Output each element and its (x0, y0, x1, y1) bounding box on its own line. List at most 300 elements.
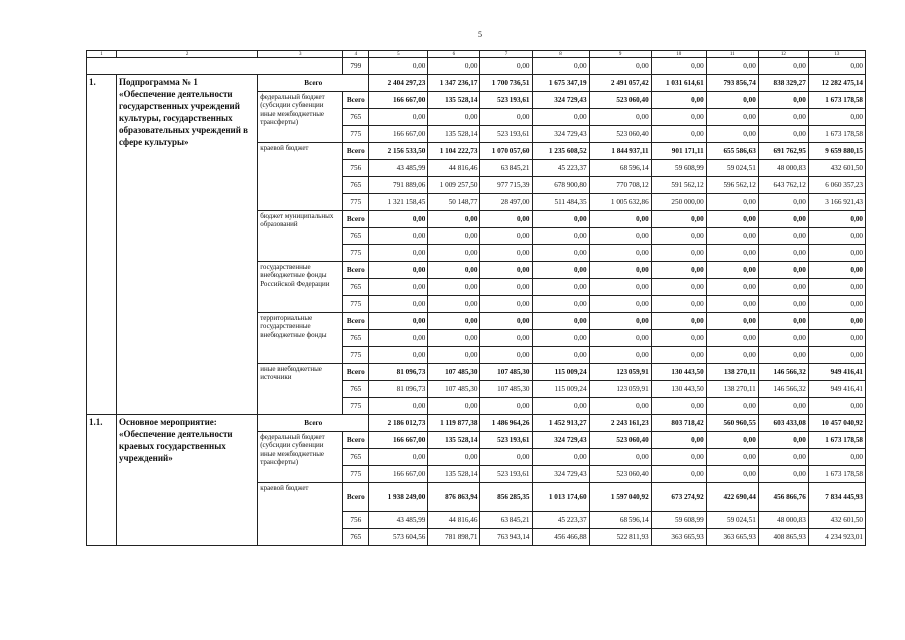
value-cell: 0,00 (369, 58, 428, 75)
value-cell: 0,00 (589, 245, 651, 262)
value-cell: 523 060,40 (589, 466, 651, 483)
value-cell: 523 060,40 (589, 126, 651, 143)
value-cell: 0,00 (808, 109, 865, 126)
code-cell: Всего (343, 92, 369, 109)
value-cell: 0,00 (428, 58, 480, 75)
value-cell: 0,00 (532, 58, 589, 75)
column-number-header: 11 (706, 51, 758, 58)
value-cell: 0,00 (428, 228, 480, 245)
value-cell: 0,00 (706, 262, 758, 279)
value-cell: 523 193,61 (480, 466, 532, 483)
value-cell: 791 889,06 (369, 177, 428, 194)
value-cell: 0,00 (706, 398, 758, 415)
value-cell: 0,00 (369, 449, 428, 466)
value-cell: 0,00 (758, 245, 808, 262)
value-cell: 408 865,93 (758, 529, 808, 546)
value-cell: 691 762,95 (758, 143, 808, 160)
value-cell: 1 673 178,58 (808, 126, 865, 143)
value-cell: 511 484,35 (532, 194, 589, 211)
value-cell: 1 844 937,11 (589, 143, 651, 160)
value-cell: 0,00 (428, 262, 480, 279)
value-cell: 0,00 (808, 398, 865, 415)
value-cell: 146 566,32 (758, 364, 808, 381)
value-cell: 28 497,00 (480, 194, 532, 211)
value-cell: 803 718,42 (651, 415, 706, 432)
value-cell: 0,00 (589, 313, 651, 330)
value-cell: 59 608,99 (651, 160, 706, 177)
value-cell: 949 416,41 (808, 364, 865, 381)
value-cell: 0,00 (369, 279, 428, 296)
value-cell: 0,00 (706, 211, 758, 228)
value-cell: 0,00 (369, 296, 428, 313)
code-cell: 775 (343, 126, 369, 143)
value-cell: 81 096,73 (369, 364, 428, 381)
code-cell: 775 (343, 194, 369, 211)
value-cell: 0,00 (369, 262, 428, 279)
value-cell: 0,00 (758, 109, 808, 126)
value-cell: 838 329,27 (758, 75, 808, 92)
value-cell: 135 528,14 (428, 92, 480, 109)
value-cell: 1 673 178,58 (808, 432, 865, 449)
value-cell: 0,00 (480, 347, 532, 364)
value-cell: 138 270,11 (706, 381, 758, 398)
value-cell: 0,00 (589, 330, 651, 347)
column-number-header: 9 (589, 51, 651, 58)
value-cell: 977 715,39 (480, 177, 532, 194)
value-cell: 324 729,43 (532, 432, 589, 449)
value-cell: 0,00 (369, 245, 428, 262)
value-cell: 432 601,50 (808, 160, 865, 177)
value-cell: 0,00 (480, 296, 532, 313)
value-cell: 456 466,88 (532, 529, 589, 546)
value-cell: 0,00 (532, 330, 589, 347)
value-cell: 0,00 (758, 194, 808, 211)
value-cell: 0,00 (758, 466, 808, 483)
code-cell: Всего (343, 143, 369, 160)
value-cell: 591 562,12 (651, 177, 706, 194)
value-cell: 0,00 (369, 109, 428, 126)
code-cell: Всего (343, 432, 369, 449)
value-cell: 0,00 (706, 296, 758, 313)
value-cell: 673 274,92 (651, 483, 706, 512)
value-cell: 0,00 (428, 245, 480, 262)
value-cell: 0,00 (428, 330, 480, 347)
value-cell: 48 000,83 (758, 512, 808, 529)
value-cell: 0,00 (589, 449, 651, 466)
value-cell: 0,00 (651, 109, 706, 126)
value-cell: 324 729,43 (532, 92, 589, 109)
value-cell: 0,00 (651, 211, 706, 228)
value-cell: 0,00 (651, 279, 706, 296)
code-cell: Всего (343, 262, 369, 279)
value-cell: 1 486 964,26 (480, 415, 532, 432)
value-cell: 0,00 (808, 262, 865, 279)
value-cell: 0,00 (706, 449, 758, 466)
value-cell: 0,00 (480, 398, 532, 415)
column-number-header: 8 (532, 51, 589, 58)
value-cell: 0,00 (758, 92, 808, 109)
value-cell: 0,00 (808, 58, 865, 75)
value-cell: 0,00 (480, 109, 532, 126)
value-cell: 0,00 (532, 262, 589, 279)
value-cell: 1 005 632,86 (589, 194, 651, 211)
value-cell: 166 667,00 (369, 126, 428, 143)
value-cell: 0,00 (706, 126, 758, 143)
value-cell: 0,00 (706, 466, 758, 483)
funding-source: краевой бюджет (258, 143, 343, 211)
value-cell: 115 009,24 (532, 364, 589, 381)
value-cell: 63 845,21 (480, 160, 532, 177)
value-cell: 135 528,14 (428, 432, 480, 449)
value-cell: 0,00 (651, 228, 706, 245)
value-cell: 68 596,14 (589, 160, 651, 177)
value-cell: 0,00 (758, 58, 808, 75)
value-cell: 0,00 (651, 58, 706, 75)
blank-cell (87, 58, 343, 75)
value-cell: 0,00 (808, 279, 865, 296)
value-cell: 146 566,32 (758, 381, 808, 398)
funding-source: бюджет муниципальных образований (258, 211, 343, 262)
value-cell: 324 729,43 (532, 126, 589, 143)
value-cell: 0,00 (480, 279, 532, 296)
value-cell: 1 013 174,60 (532, 483, 589, 512)
value-cell: 9 659 880,15 (808, 143, 865, 160)
value-cell: 130 443,50 (651, 381, 706, 398)
value-cell: 44 816,46 (428, 160, 480, 177)
value-cell: 43 485,99 (369, 160, 428, 177)
value-cell: 0,00 (651, 347, 706, 364)
value-cell: 0,00 (758, 296, 808, 313)
value-cell: 1 070 057,60 (480, 143, 532, 160)
value-cell: 0,00 (758, 449, 808, 466)
value-cell: 166 667,00 (369, 466, 428, 483)
code-cell: 775 (343, 466, 369, 483)
value-cell: 0,00 (651, 245, 706, 262)
value-cell: 456 866,76 (758, 483, 808, 512)
value-cell: 0,00 (758, 279, 808, 296)
value-cell: 0,00 (808, 313, 865, 330)
value-cell: 0,00 (428, 449, 480, 466)
code-cell: Всего (343, 364, 369, 381)
value-cell: 59 024,51 (706, 160, 758, 177)
value-cell: 0,00 (589, 228, 651, 245)
code-cell: 775 (343, 398, 369, 415)
value-cell: 250 000,00 (651, 194, 706, 211)
value-cell: 0,00 (480, 330, 532, 347)
column-number-header: 3 (258, 51, 343, 58)
value-cell: 166 667,00 (369, 432, 428, 449)
value-cell: 1 235 608,52 (532, 143, 589, 160)
value-cell: 0,00 (480, 262, 532, 279)
column-number-header: 5 (369, 51, 428, 58)
value-cell: 781 898,71 (428, 529, 480, 546)
column-number-header: 1 (87, 51, 117, 58)
value-cell: 0,00 (758, 330, 808, 347)
code-cell: 765 (343, 279, 369, 296)
code-cell: Всего (343, 211, 369, 228)
section-name: Основное мероприятие: «Обеспечение деятельности краевых государственных учреждений» (117, 415, 258, 546)
value-cell: 2 186 012,73 (369, 415, 428, 432)
value-cell: 0,00 (758, 432, 808, 449)
value-cell: 10 457 040,92 (808, 415, 865, 432)
column-number-header: 4 (343, 51, 369, 58)
value-cell: 0,00 (651, 126, 706, 143)
value-cell: 0,00 (532, 279, 589, 296)
value-cell: 0,00 (758, 347, 808, 364)
value-cell: 138 270,11 (706, 364, 758, 381)
value-cell: 0,00 (758, 398, 808, 415)
value-cell: 45 223,37 (532, 512, 589, 529)
value-cell: 48 000,83 (758, 160, 808, 177)
value-cell: 50 148,77 (428, 194, 480, 211)
value-cell: 0,00 (589, 347, 651, 364)
value-cell: 68 596,14 (589, 512, 651, 529)
code-cell: 765 (343, 529, 369, 546)
value-cell: 522 811,93 (589, 529, 651, 546)
value-cell: 0,00 (532, 296, 589, 313)
value-cell: 0,00 (706, 92, 758, 109)
value-cell: 0,00 (480, 313, 532, 330)
value-cell: 0,00 (369, 330, 428, 347)
table-row (87, 58, 866, 75)
value-cell: 107 485,30 (480, 364, 532, 381)
value-cell: 0,00 (706, 58, 758, 75)
value-cell: 1 673 178,58 (808, 92, 865, 109)
column-number-header: 6 (428, 51, 480, 58)
code-cell: 765 (343, 449, 369, 466)
section-index: 1. (87, 75, 117, 415)
value-cell: 0,00 (480, 211, 532, 228)
funding-source: краевой бюджет (258, 483, 343, 546)
code-cell: 756 (343, 512, 369, 529)
value-cell: 1 452 913,27 (532, 415, 589, 432)
code-cell: 799 (343, 58, 369, 75)
value-cell: 0,00 (369, 228, 428, 245)
value-cell: 0,00 (532, 347, 589, 364)
value-cell: 0,00 (369, 347, 428, 364)
value-cell: 0,00 (651, 296, 706, 313)
value-cell: 135 528,14 (428, 126, 480, 143)
value-cell: 0,00 (532, 398, 589, 415)
value-cell: 1 938 249,00 (369, 483, 428, 512)
value-cell: 603 433,08 (758, 415, 808, 432)
value-cell: 0,00 (706, 347, 758, 364)
value-cell: 0,00 (428, 398, 480, 415)
value-cell: 1 031 614,61 (651, 75, 706, 92)
value-cell: 0,00 (589, 296, 651, 313)
code-cell: Всего (343, 313, 369, 330)
value-cell: 0,00 (808, 296, 865, 313)
code-cell: 775 (343, 245, 369, 262)
value-cell: 363 665,93 (706, 529, 758, 546)
value-cell: 2 491 057,42 (589, 75, 651, 92)
value-cell: 0,00 (369, 398, 428, 415)
value-cell: 2 156 533,50 (369, 143, 428, 160)
value-cell: 560 960,55 (706, 415, 758, 432)
value-cell: 0,00 (651, 449, 706, 466)
value-cell: 432 601,50 (808, 512, 865, 529)
value-cell: 0,00 (706, 432, 758, 449)
value-cell: 0,00 (758, 313, 808, 330)
value-cell: 876 863,94 (428, 483, 480, 512)
value-cell: 0,00 (808, 330, 865, 347)
funding-source: территориальные государственные внебюджетные фонды (258, 313, 343, 364)
value-cell: 0,00 (480, 228, 532, 245)
value-cell: 107 485,30 (428, 381, 480, 398)
value-cell: 422 690,44 (706, 483, 758, 512)
value-cell: 0,00 (706, 245, 758, 262)
value-cell: 123 059,91 (589, 364, 651, 381)
value-cell: 43 485,99 (369, 512, 428, 529)
code-cell: 775 (343, 296, 369, 313)
funding-source: иные внебюджетные источники (258, 364, 343, 415)
value-cell: 0,00 (758, 228, 808, 245)
value-cell: 0,00 (651, 313, 706, 330)
value-cell: 0,00 (428, 211, 480, 228)
value-cell: 678 900,80 (532, 177, 589, 194)
value-cell: 523 193,61 (480, 432, 532, 449)
value-cell: 0,00 (651, 262, 706, 279)
value-cell: 0,00 (532, 109, 589, 126)
value-cell: 2 243 161,23 (589, 415, 651, 432)
value-cell: 0,00 (532, 211, 589, 228)
value-cell: 59 024,51 (706, 512, 758, 529)
value-cell: 1 347 236,17 (428, 75, 480, 92)
value-cell: 1 009 257,50 (428, 177, 480, 194)
value-cell: 0,00 (758, 126, 808, 143)
value-cell: 0,00 (706, 194, 758, 211)
value-cell: 81 096,73 (369, 381, 428, 398)
value-cell: 0,00 (428, 109, 480, 126)
value-cell: 115 009,24 (532, 381, 589, 398)
value-cell: 123 059,91 (589, 381, 651, 398)
value-cell: 0,00 (589, 398, 651, 415)
value-cell: 7 834 445,93 (808, 483, 865, 512)
value-cell: 0,00 (651, 466, 706, 483)
value-cell: 0,00 (808, 449, 865, 466)
value-cell: 0,00 (758, 262, 808, 279)
value-cell: 655 586,63 (706, 143, 758, 160)
value-cell: 643 762,12 (758, 177, 808, 194)
funding-source: федеральный бюджет (субсидии субвенции иные межбюджетные трансферты) (258, 432, 343, 483)
value-cell: 0,00 (532, 449, 589, 466)
value-cell: 901 171,11 (651, 143, 706, 160)
value-cell: 0,00 (480, 58, 532, 75)
code-cell: 765 (343, 228, 369, 245)
value-cell: 0,00 (706, 109, 758, 126)
value-cell: 0,00 (589, 109, 651, 126)
column-number-header: 12 (758, 51, 808, 58)
section-total-row (87, 415, 866, 432)
value-cell: 1 700 736,51 (480, 75, 532, 92)
value-cell: 523 060,40 (589, 432, 651, 449)
value-cell: 0,00 (369, 211, 428, 228)
code-cell: 756 (343, 160, 369, 177)
value-cell: 1 321 158,45 (369, 194, 428, 211)
total-label: Всего (258, 415, 369, 432)
value-cell: 573 604,56 (369, 529, 428, 546)
value-cell: 363 665,93 (651, 529, 706, 546)
total-label: Всего (258, 75, 369, 92)
code-cell: 765 (343, 330, 369, 347)
value-cell: 0,00 (808, 228, 865, 245)
value-cell: 0,00 (589, 211, 651, 228)
value-cell: 0,00 (428, 347, 480, 364)
value-cell: 4 234 923,01 (808, 529, 865, 546)
page-number: 5 (478, 30, 482, 39)
section-name: Подпрограмма № 1 «Обеспечение деятельности государственных учреждений культуры, государственных образовательных учреждений в сфере культуры» (117, 75, 258, 415)
value-cell: 107 485,30 (480, 381, 532, 398)
value-cell: 523 193,61 (480, 126, 532, 143)
value-cell: 0,00 (808, 347, 865, 364)
value-cell: 1 597 040,92 (589, 483, 651, 512)
value-cell: 0,00 (808, 211, 865, 228)
value-cell: 1 104 222,73 (428, 143, 480, 160)
value-cell: 0,00 (428, 296, 480, 313)
value-cell: 63 845,21 (480, 512, 532, 529)
section-index: 1.1. (87, 415, 117, 546)
code-cell: 765 (343, 381, 369, 398)
funding-source: государственные внебюджетные фонды Российской Федерации (258, 262, 343, 313)
value-cell: 135 528,14 (428, 466, 480, 483)
value-cell: 0,00 (428, 279, 480, 296)
value-cell: 0,00 (706, 330, 758, 347)
header-row (87, 51, 866, 58)
column-number-header: 2 (117, 51, 258, 58)
value-cell: 3 166 921,43 (808, 194, 865, 211)
value-cell: 12 282 475,14 (808, 75, 865, 92)
value-cell: 1 673 178,58 (808, 466, 865, 483)
value-cell: 324 729,43 (532, 466, 589, 483)
value-cell: 949 416,41 (808, 381, 865, 398)
value-cell: 59 608,99 (651, 512, 706, 529)
value-cell: 0,00 (651, 92, 706, 109)
value-cell: 2 404 297,23 (369, 75, 428, 92)
value-cell: 770 708,12 (589, 177, 651, 194)
value-cell: 0,00 (706, 279, 758, 296)
value-cell: 45 223,37 (532, 160, 589, 177)
value-cell: 523 193,61 (480, 92, 532, 109)
value-cell: 0,00 (532, 245, 589, 262)
value-cell: 0,00 (589, 58, 651, 75)
value-cell: 0,00 (706, 313, 758, 330)
value-cell: 0,00 (589, 262, 651, 279)
value-cell: 596 562,12 (706, 177, 758, 194)
value-cell: 0,00 (532, 313, 589, 330)
value-cell: 0,00 (428, 313, 480, 330)
column-number-header: 10 (651, 51, 706, 58)
value-cell: 523 060,40 (589, 92, 651, 109)
value-cell: 44 816,46 (428, 512, 480, 529)
budget-table (86, 50, 866, 546)
value-cell: 130 443,50 (651, 364, 706, 381)
value-cell: 793 856,74 (706, 75, 758, 92)
code-cell: 765 (343, 177, 369, 194)
value-cell: 856 285,35 (480, 483, 532, 512)
column-number-header: 7 (480, 51, 532, 58)
code-cell: 775 (343, 347, 369, 364)
value-cell: 166 667,00 (369, 92, 428, 109)
value-cell: 0,00 (480, 449, 532, 466)
value-cell: 0,00 (589, 279, 651, 296)
value-cell: 1 119 877,38 (428, 415, 480, 432)
code-cell: Всего (343, 483, 369, 512)
section-total-row (87, 75, 866, 92)
funding-source: федеральный бюджет (субсидии субвенции иные межбюджетные трансферты) (258, 92, 343, 143)
value-cell: 1 675 347,19 (532, 75, 589, 92)
value-cell: 0,00 (706, 228, 758, 245)
value-cell: 763 943,14 (480, 529, 532, 546)
